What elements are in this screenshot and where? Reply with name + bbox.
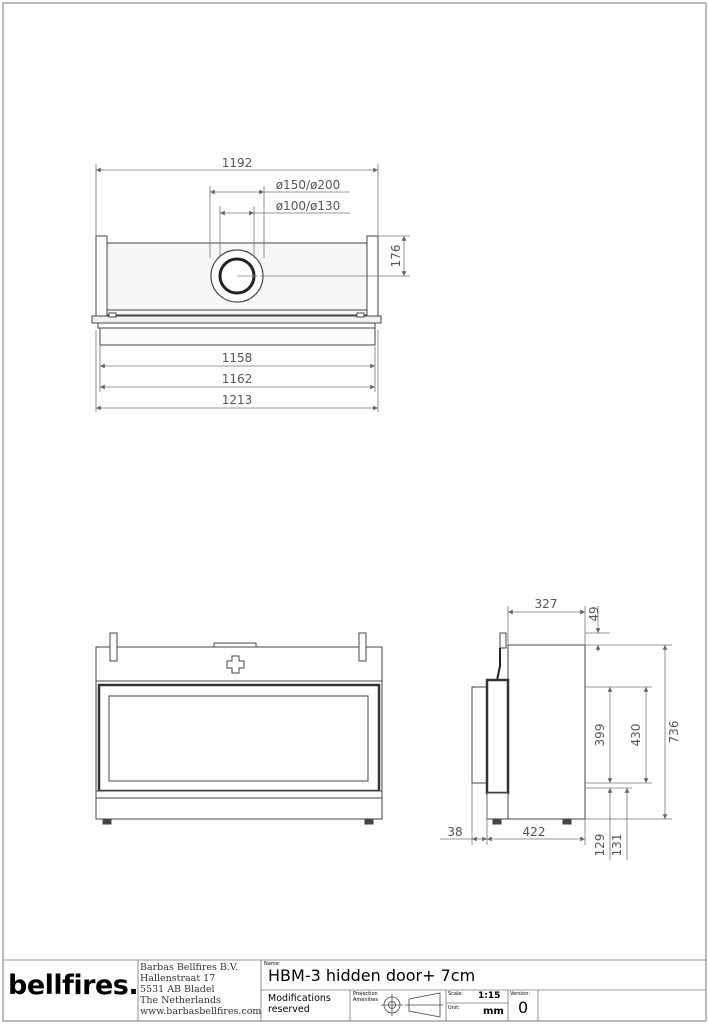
dim-flue-inner: ø100/ø130 [275, 199, 341, 213]
company-address [140, 962, 260, 1017]
front-view [96, 633, 382, 824]
company-name: Barbas Bellfires B.V. [140, 962, 239, 973]
front-right-post [359, 633, 366, 661]
amenities-label: Amenities [353, 997, 378, 1003]
top-view [92, 236, 381, 345]
dim-129: 129 [593, 833, 607, 857]
company-city: 5531 AB Bladel [140, 984, 215, 995]
drawing-name: HBM-3 hidden door+ 7cm [268, 966, 476, 985]
bellfires-logo: bellfires. [8, 970, 139, 1001]
dim-736: 736 [667, 720, 681, 744]
dim-1162: 1162 [221, 372, 253, 386]
scale-label: Scale: [448, 991, 464, 997]
company-street: Hallenstraat 17 [140, 973, 216, 984]
modifications-line-1: Modifications [268, 993, 331, 1004]
side-body [508, 645, 585, 819]
dim-38: 38 [447, 825, 463, 839]
unit-label: Unit: [448, 1005, 460, 1011]
dim-327: 327 [534, 597, 558, 611]
version-label: Version: [510, 991, 531, 997]
modifications-line-2: reserved [268, 1004, 310, 1015]
dim-49: 49 [587, 606, 601, 622]
side-view [472, 633, 585, 824]
dim-1158: 1158 [221, 351, 253, 365]
projection-label: Projection [353, 991, 378, 997]
front-glass [109, 696, 368, 781]
top-base-plate [92, 316, 381, 323]
version-value: 0 [518, 998, 529, 1017]
top-left-post [96, 236, 107, 316]
dim-430: 430 [629, 723, 643, 747]
dim-131: 131 [610, 833, 624, 857]
dim-flue-outer: ø150/ø200 [275, 178, 341, 192]
page-border [3, 3, 706, 1021]
dim-176: 176 [389, 244, 403, 268]
dim-399: 399 [593, 723, 607, 747]
front-base [96, 798, 382, 819]
dim-1192: 1192 [221, 156, 253, 170]
company-website: www.barbasbellfires.com [140, 1006, 262, 1017]
company-country: The Netherlands [140, 995, 221, 1006]
scale-value: 1:15 [478, 991, 501, 1001]
front-left-post [110, 633, 117, 661]
dim-422: 422 [522, 825, 546, 839]
name-label: Name: [264, 961, 281, 967]
dim-1213: 1213 [221, 393, 253, 407]
unit-value: mm [483, 1006, 504, 1017]
projection-symbol-icon [381, 993, 443, 1017]
side-front-box [472, 687, 487, 783]
